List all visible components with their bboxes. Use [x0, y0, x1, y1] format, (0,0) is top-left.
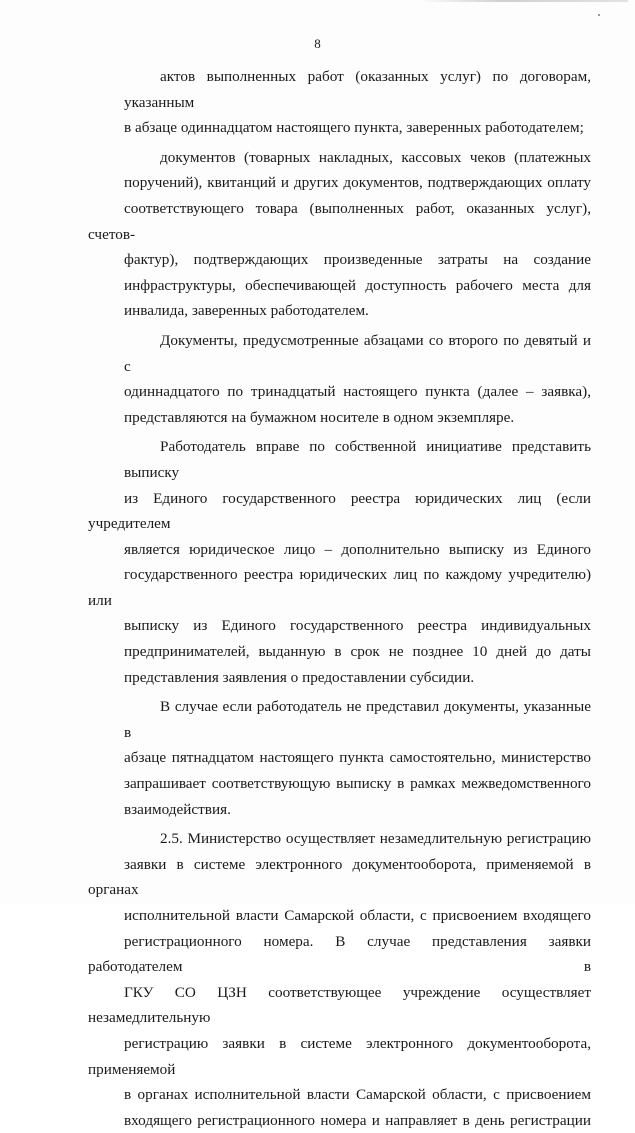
- text-line: инвалида, заверенных работодателем.: [124, 302, 369, 320]
- text-line: в органах исполнительной власти Самарской области, с присвоением: [124, 1086, 591, 1104]
- text-line: фактур), подтверждающих произведенные затраты на создание: [124, 251, 591, 269]
- text-line: запрашивает соответствующую выписку в рамках межведомственного: [124, 775, 591, 793]
- paragraph: [88, 145, 591, 324]
- text-line: в абзаце одиннадцатом настоящего пункта, заверенных работодателем;: [124, 119, 584, 137]
- text-line: абзаце пятнадцатом настоящего пункта самостоятельно, министерство: [124, 749, 591, 767]
- document-body: [88, 64, 591, 1133]
- paragraph: [88, 694, 591, 822]
- text-line: инфраструктуры, обеспечивающей доступность рабочего места для: [124, 276, 591, 294]
- text-line: поручений), квитанций и других документов, подтверждающих оплату: [124, 174, 591, 192]
- text-line: из Единого государственного реестра юридических лиц (если учредителем: [88, 489, 591, 533]
- scan-speck: [598, 14, 600, 16]
- text-line: выписку из Единого государственного реестра индивидуальных: [124, 617, 591, 635]
- text-line: соответствующего товара (выполненных работ, оказанных услуг), счетов-: [88, 199, 591, 243]
- text-line: является юридическое лицо – дополнительно выписку из Единого: [124, 540, 591, 558]
- text-line: государственного реестра юридических лиц по каждому учредителю) или: [88, 566, 591, 609]
- text-line: одиннадцатого по тринадцатый настоящего пункта (далее – заявка),: [124, 383, 591, 401]
- text-line: представляются на бумажном носителе в одном экземпляре.: [124, 408, 515, 426]
- text-line: Документы, предусмотренные абзацами со второго по девятый и с: [124, 331, 591, 375]
- page-number: 8: [314, 36, 321, 51]
- text-line: ГКУ СО ЦЗН соответствующее учреждение осуществляет незамедлительную: [88, 983, 591, 1027]
- scan-edge-mark: [418, 0, 628, 2]
- text-line: актов выполненных работ (оказанных услуг) по договорам, указанным: [124, 68, 591, 111]
- paragraph: [88, 64, 591, 141]
- text-line: регистрацию заявки в системе электронного документооборота, применяемой: [88, 1034, 591, 1078]
- text-line: Работодатель вправе по собственной инициативе представить выписку: [124, 438, 591, 481]
- text-line: входящего регистрационного номера и направляет в день регистрации: [124, 1111, 591, 1129]
- text-line: исполнительной власти Самарской области, с присвоением входящего: [124, 907, 591, 924]
- text-line: документов (товарных накладных, кассовых чеков (платежных: [160, 148, 591, 166]
- text-line: взаимодействия.: [124, 800, 231, 818]
- paragraph: [88, 826, 591, 1133]
- text-line: регистрационного номера. В случае представления заявки работодателем в: [88, 932, 591, 976]
- text-line: В случае если работодатель не представил документы, указанные в: [124, 698, 591, 741]
- paragraph: [88, 328, 591, 430]
- text-line: 2.5. Министерство осуществляет незамедлительную регистрацию: [160, 830, 591, 848]
- text-line: представления заявления о предоставлении субсидии.: [124, 668, 475, 686]
- text-line: предпринимателей, выданную в срок не позднее 10 дней до даты: [124, 643, 591, 661]
- text-line: заявки в системе электронного документооборота, применяемой в органах: [88, 855, 591, 899]
- paragraph: [88, 434, 591, 690]
